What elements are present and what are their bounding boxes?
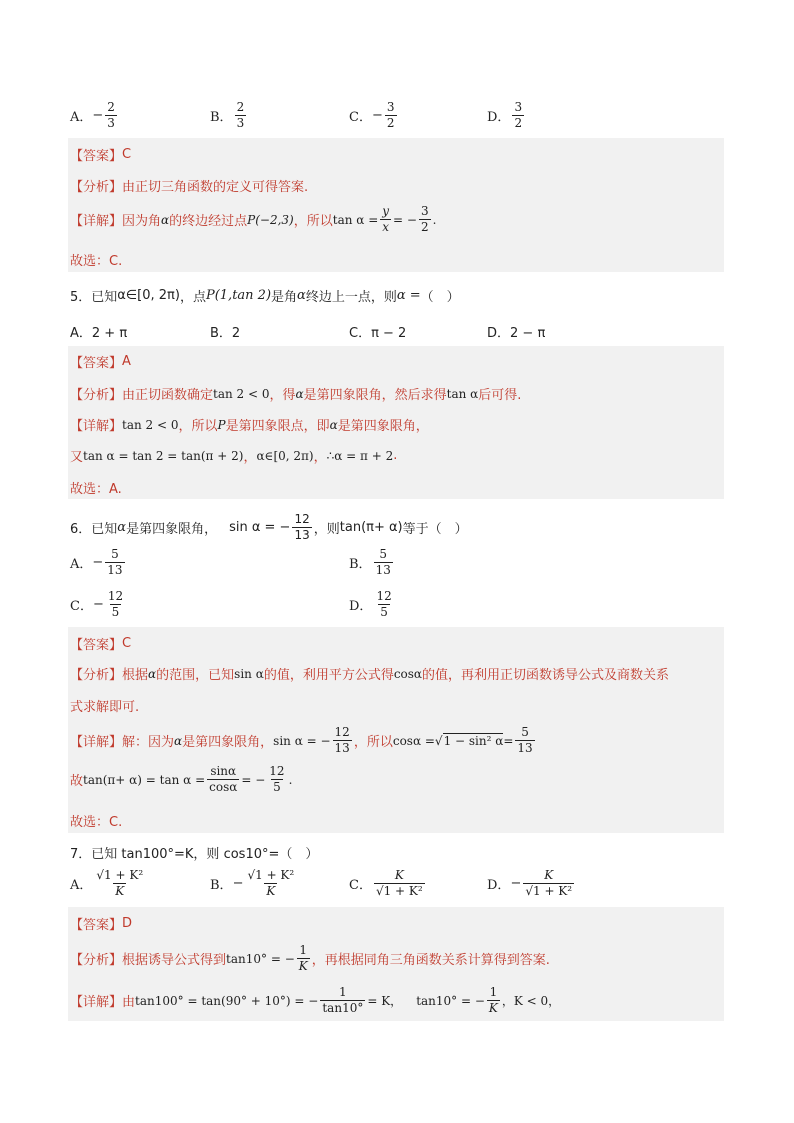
stem-text: ，则 <box>313 522 340 537</box>
option-fraction <box>245 868 296 899</box>
math-expression: tan 2 < 0 <box>213 386 270 401</box>
option-letter: B． <box>210 110 233 125</box>
math-expression: tan 2 < 0 <box>122 417 179 432</box>
denominator: 2 <box>420 220 429 234</box>
option-fraction <box>94 868 145 899</box>
detail-text: ， <box>243 450 257 465</box>
numerator: 2 <box>236 100 245 114</box>
option-fraction <box>374 868 425 899</box>
math-expression: tan α = <box>332 212 379 227</box>
detail-text: 是第四象限点，即 <box>225 419 330 434</box>
denominator: K <box>488 1001 498 1015</box>
option-letter: B． <box>210 878 233 893</box>
math-alpha: α <box>329 417 338 432</box>
option-sign: − <box>510 876 522 891</box>
denominator: 13 <box>517 741 533 755</box>
q6-option-c <box>70 589 127 620</box>
math-alpha: α <box>295 386 304 401</box>
math-expression: sin α <box>234 666 264 681</box>
q6-option-d <box>349 589 396 620</box>
math-expression: ∴α = π + 2 <box>326 448 394 463</box>
answer-value: C <box>122 636 132 651</box>
detail-text: 的终边经过点 <box>169 214 248 229</box>
q5-choose <box>70 478 122 497</box>
detail-tag: 【详解】 <box>70 735 123 750</box>
q5-detail-line2 <box>70 446 397 465</box>
q4-choose <box>70 250 122 269</box>
q4-option-d <box>487 100 526 131</box>
numerator: 3 <box>386 100 395 114</box>
denominator: 13 <box>334 741 350 755</box>
q7-option-a <box>70 868 147 899</box>
denominator: √1 + K² <box>375 884 423 898</box>
numerator: 12 <box>376 589 392 603</box>
q4-detail <box>70 204 436 235</box>
denominator: cosα <box>209 780 238 794</box>
denominator: √1 + K² <box>525 884 573 898</box>
numerator: 12 <box>294 512 310 526</box>
option-letter: C． <box>349 878 372 893</box>
analysis-tag: 【分析】 <box>70 180 123 195</box>
option-fraction <box>374 589 393 620</box>
detail-tag: 【详解】 <box>70 419 123 434</box>
option-fraction <box>235 100 247 131</box>
detail-text: 解：因为 <box>122 735 175 750</box>
q6-stem <box>70 512 468 543</box>
math-expression: = K， <box>367 994 403 1008</box>
q6-option-b <box>349 547 395 578</box>
q7-detail <box>70 985 560 1016</box>
math-expression: cosα <box>393 666 423 681</box>
stem-text: ，点 <box>179 290 206 305</box>
q6-answer <box>70 634 131 653</box>
answer-tag: 【答案】 <box>70 638 123 653</box>
math-expression: tan100° = tan(90° + 10°) = − <box>135 993 319 1008</box>
numerator: √1 + K² <box>96 868 144 882</box>
q5-option-a: A．2 + π <box>70 326 128 341</box>
math-expression: = − <box>241 772 266 787</box>
option-letter: B． <box>349 557 372 572</box>
q4-option-c <box>349 100 399 131</box>
numerator: 2 <box>107 100 115 114</box>
q5-stem <box>70 286 460 305</box>
analysis-text: 式求解即可. <box>70 700 140 715</box>
math-expression: tan(π+ α) = tan α = <box>83 772 206 787</box>
detail-text: 又 <box>70 450 84 465</box>
option-fraction <box>512 100 524 131</box>
math-expression: tan10° = − <box>226 951 295 966</box>
numerator: 5 <box>111 547 119 561</box>
numerator: 1 <box>339 985 347 999</box>
q7-option-b <box>210 868 298 899</box>
detail-tag: 【详解】 <box>70 995 123 1010</box>
math-point: P(−2,3) <box>247 212 294 227</box>
stem-text: 是第四象限角， <box>126 522 218 537</box>
math-alpha: α <box>148 666 157 681</box>
option-fraction <box>374 547 393 578</box>
detail-text: . <box>393 448 398 463</box>
math-expression: P <box>217 417 226 432</box>
analysis-text: 根据 <box>122 668 149 683</box>
q7-option-d <box>487 868 576 899</box>
analysis-tag: 【分析】 <box>70 388 123 403</box>
q4-option-a <box>70 100 119 131</box>
q6-detail <box>70 725 537 756</box>
math-fraction <box>419 204 431 235</box>
analysis-text: 后可得. <box>478 388 522 403</box>
q5-option-d: D．2 − π <box>487 326 546 341</box>
analysis-text: ，得 <box>269 388 296 403</box>
numerator: 12 <box>269 764 285 778</box>
numerator: 12 <box>107 589 124 603</box>
detail-text: 由 <box>122 995 136 1010</box>
answer-value: D <box>122 916 133 931</box>
numerator: K <box>394 868 404 882</box>
numerator: √1 + K² <box>247 868 295 882</box>
q7-stem <box>70 843 318 862</box>
math-expression: ，K < 0， <box>501 994 561 1008</box>
stem-text: 终边上一点，则 <box>305 290 397 305</box>
q6-option-a <box>70 547 127 578</box>
sqrt-symbol: √ <box>434 733 443 748</box>
option-fraction <box>106 589 125 620</box>
numerator: K <box>544 868 554 882</box>
q7-analysis <box>70 943 550 974</box>
option-sign: − <box>371 108 383 123</box>
denominator: tan10° <box>322 1001 364 1015</box>
denominator: 2 <box>514 116 523 130</box>
math-fraction <box>207 764 239 795</box>
math-expression: = − <box>393 212 417 227</box>
denominator: 13 <box>294 528 310 542</box>
math-expression: tan(π+ α) <box>339 520 403 535</box>
answer-tag: 【答案】 <box>70 918 123 933</box>
answer-value: A <box>122 354 131 369</box>
q6-choose <box>70 811 122 830</box>
denominator: 2 <box>386 116 395 130</box>
stem-text: （ ） <box>420 290 460 305</box>
numerator: 1 <box>489 985 498 999</box>
q5-option-c: C．π − 2 <box>349 326 407 341</box>
detail-text: ，所以 <box>293 214 333 229</box>
analysis-text: 是第四象限角，然后求得 <box>303 388 447 403</box>
analysis-text: ，再根据同角三角函数关系计算得到答案. <box>311 953 550 968</box>
option-sign: − <box>92 108 104 123</box>
detail-text: ，所以 <box>178 419 218 434</box>
q5-option-b: B．2 <box>210 326 241 341</box>
answer-tag: 【答案】 <box>70 149 123 164</box>
math-fraction <box>297 943 310 974</box>
math-expression: tan α <box>446 386 479 401</box>
numerator: 3 <box>514 100 523 114</box>
denominator: K <box>298 959 308 973</box>
choose-text: 故选：A. <box>70 482 122 497</box>
analysis-text: 由正切三角函数的定义可得答案. <box>122 180 309 195</box>
option-letter: D． <box>487 110 511 125</box>
q7-option-c <box>349 868 427 899</box>
q6-analysis-line2 <box>70 696 139 715</box>
option-fraction <box>523 868 574 899</box>
detail-tag: 【详解】 <box>70 214 123 229</box>
math-fraction <box>267 764 286 795</box>
detail-text: ， <box>313 450 327 465</box>
stem-text: 是角 <box>271 290 298 305</box>
denominator: 13 <box>375 563 391 577</box>
math-expression: . <box>432 212 437 227</box>
option-letter: C． <box>349 110 372 125</box>
option-sign: − <box>232 876 244 891</box>
analysis-text: 由正切函数确定 <box>122 388 214 403</box>
option-letter: D． <box>349 599 373 614</box>
q4-analysis <box>70 176 308 195</box>
denominator: 3 <box>107 116 115 130</box>
analysis-text: 的范围，已知 <box>156 668 235 683</box>
numerator: y <box>382 204 390 218</box>
option-letter: A． <box>70 557 93 572</box>
denominator: K <box>115 884 125 898</box>
denominator: 5 <box>111 605 120 619</box>
denominator: 3 <box>236 116 245 130</box>
option-letter: C． <box>70 599 93 614</box>
math-radicand: 1 − sin² α <box>443 734 504 748</box>
math-fraction <box>333 725 352 756</box>
math-expression: α = <box>396 288 421 303</box>
math-fraction <box>487 985 500 1016</box>
analysis-text: 的值，再利用正切函数诱导公式及商数关系 <box>422 668 670 683</box>
option-fraction <box>385 100 397 131</box>
choose-text: 故选：C. <box>70 254 123 269</box>
detail-text: 因为角 <box>122 214 162 229</box>
option-letter: A． <box>70 110 93 125</box>
option-letter: A． <box>70 878 93 893</box>
numerator: 5 <box>521 725 529 739</box>
option-sign: − <box>92 597 104 612</box>
math-expression: = <box>503 733 514 748</box>
answer-value: C <box>122 147 132 162</box>
math-expression: tan10° = − <box>416 993 485 1008</box>
math-expression: . <box>288 772 293 787</box>
analysis-text: 的值，利用平方公式得 <box>263 668 394 683</box>
option-fraction <box>105 100 117 131</box>
q4-option-b <box>210 100 248 131</box>
q7-answer <box>70 914 132 933</box>
denominator: 5 <box>380 605 388 619</box>
math-fraction <box>320 985 365 1016</box>
math-alpha: α <box>161 212 170 227</box>
option-sign: − <box>92 555 104 570</box>
math-alpha: α <box>117 520 127 535</box>
math-expression: cosα = <box>392 733 435 748</box>
q5-analysis <box>70 384 521 403</box>
math-expression: sin α = − <box>229 520 291 535</box>
analysis-text: 根据诱导公式得到 <box>122 953 227 968</box>
numerator: sinα <box>210 764 237 778</box>
detail-text: 是第四象限角， <box>337 419 429 434</box>
denominator: x <box>382 220 390 234</box>
math-fraction <box>515 725 534 756</box>
stem-text: 7．已知 tan100°=K，则 cos10°=（ ） <box>70 847 319 862</box>
detail-text: ，所以 <box>353 735 393 750</box>
numerator: 3 <box>420 204 429 218</box>
stem-text: 6．已知 <box>70 522 118 537</box>
math-expression: P(1,tan 2) <box>205 288 272 303</box>
math-expression: α∈[0, 2π) <box>256 448 314 463</box>
analysis-tag: 【分析】 <box>70 668 123 683</box>
choose-text: 故选：C. <box>70 815 123 830</box>
detail-text: 故 <box>70 774 84 789</box>
math-fraction <box>292 512 311 543</box>
q6-analysis <box>70 664 669 683</box>
math-fraction <box>380 204 391 235</box>
math-expression: sin α = − <box>273 733 331 748</box>
stem-text: 5．已知 <box>70 290 118 305</box>
q5-detail <box>70 415 429 434</box>
denominator: K <box>266 884 276 898</box>
option-fraction <box>105 547 124 578</box>
math-expression: α∈[0, 2π) <box>117 288 180 303</box>
numerator: 1 <box>299 943 308 957</box>
math-alpha: α <box>297 288 306 303</box>
denominator: 13 <box>107 563 123 577</box>
option-letter: D． <box>487 878 511 893</box>
detail-text: 是第四象限角， <box>182 735 274 750</box>
q5-answer <box>70 352 131 371</box>
q4-answer <box>70 145 131 164</box>
analysis-tag: 【分析】 <box>70 953 123 968</box>
math-alpha: α <box>174 733 183 748</box>
q6-detail-line2 <box>70 764 292 795</box>
denominator: 5 <box>273 780 281 794</box>
math-expression: tan α = tan 2 = tan(π + 2) <box>83 448 244 463</box>
numerator: 12 <box>334 725 350 739</box>
numerator: 5 <box>379 547 388 561</box>
answer-tag: 【答案】 <box>70 356 123 371</box>
stem-text: 等于（ ） <box>402 522 468 537</box>
